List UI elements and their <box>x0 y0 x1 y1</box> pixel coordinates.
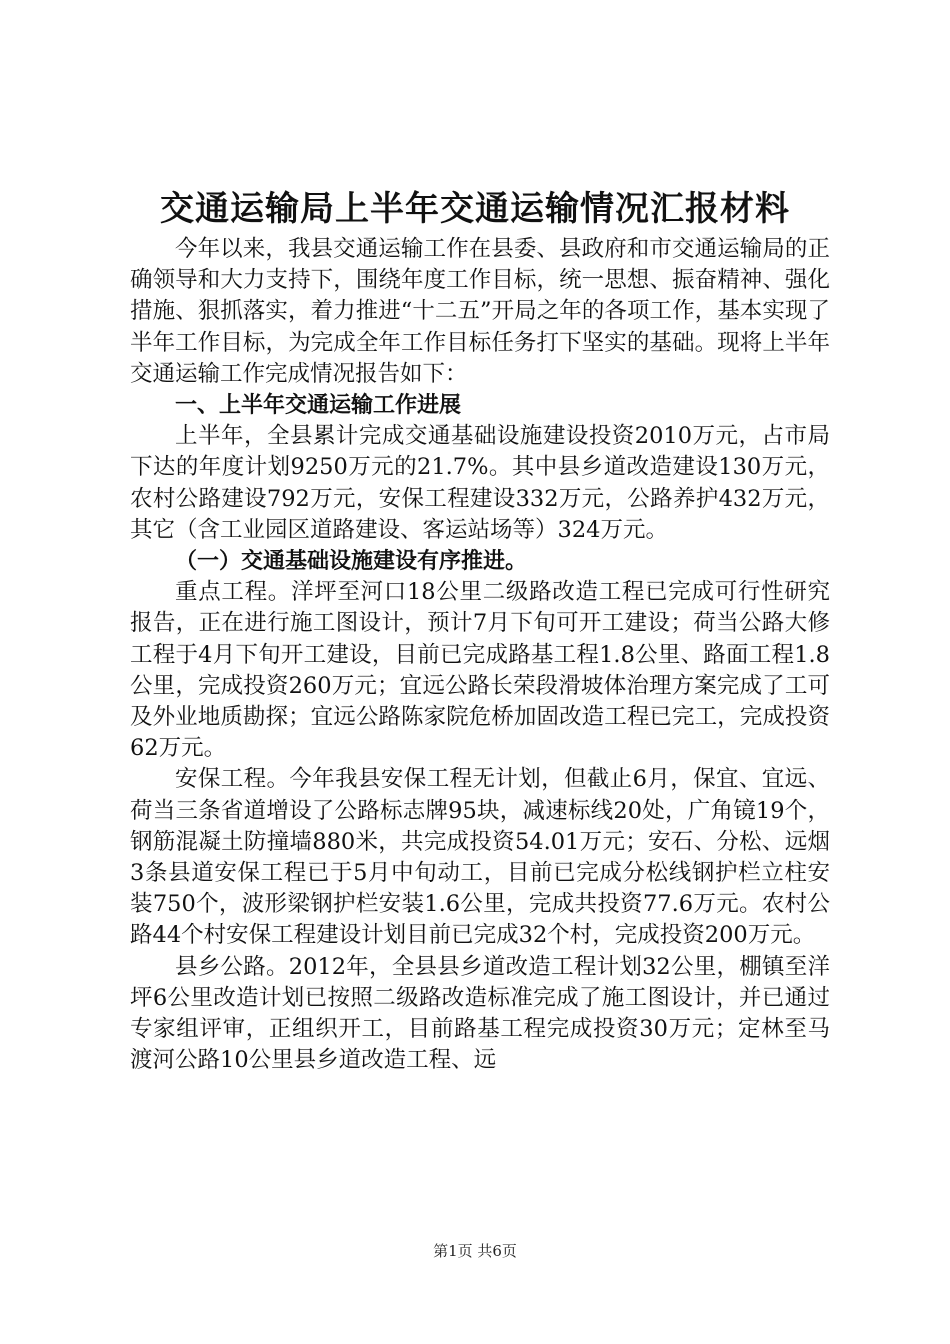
document-body <box>130 234 830 1076</box>
page-number-footer: 第1页 共6页 <box>433 1242 517 1260</box>
county-roads-paragraph: 县乡公路。2012年，全县县乡道改造工程计划32公里，棚镇至洋坪6公里改造计划已按照二级路改造标准完成了施工图设计，并已通过专家组评审，正组织开工，目前路基工程完成投资30万元；定林至马渡河公路10公里县乡道改造工程、远 <box>130 953 830 1074</box>
document-title: 交通运输局上半年交通运输情况汇报材料 <box>160 189 790 229</box>
investment-summary-paragraph: 上半年，全县累计完成交通基础设施建设投资2010万元，占市局下达的年度计划9250万元的21.7%。其中县乡道改造建设130万元，农村公路建设792万元，安保工程建设332万元，公路养护432万元，其它（含工业园区道路建设、客运站场等）324万元。 <box>130 423 830 543</box>
intro-paragraph: 今年以来，我县交通运输工作在县委、县政府和市交通运输局的正确领导和大力支持下，围绕年度工作目标，统一思想、振奋精神、强化措施、狠抓落实，着力推进“十二五”开局之年的各项工作，基本实现了半年工作目标，为完成全年工作目标任务打下坚实的基础。现将上半年交通运输工作完成情况报告如下： <box>130 236 830 387</box>
subsection-heading-1: （一）交通基础设施建设有序推进。 <box>175 549 528 575</box>
safety-projects-paragraph: 安保工程。今年我县安保工程无计划，但截止6月，保宜、宜远、荷当三条省道增设了公路标志牌95块，减速标线20处，广角镜19个，钢筋混凝土防撞墙880米，共完成投资54.01万元；安石、分松、远烟3条县道安保工程已于5月中旬动工，目前已完成分松线钢护栏立柱安装750个，波形梁钢护栏安装1.6公里，完成共投资77.6万元。农村公路44个村安保工程建设计划目前已完成32个村，完成投资200万元。 <box>130 766 830 949</box>
section-heading-1: 一、上半年交通运输工作进展 <box>175 393 462 419</box>
key-projects-paragraph: 重点工程。洋坪至河口18公里二级路改造工程已完成可行性研究报告，正在进行施工图设计，预计7月下旬可开工建设；荷当公路大修工程于4月下旬开工建设，目前已完成路基工程1.8公里、路面工程1.8公里，完成投资260万元；宜远公路长荣段滑坡体治理方案完成了工可及外业地质勘探；宜远公路陈家院危桥加固改造工程已完工，完成投资62万元。 <box>130 579 830 762</box>
